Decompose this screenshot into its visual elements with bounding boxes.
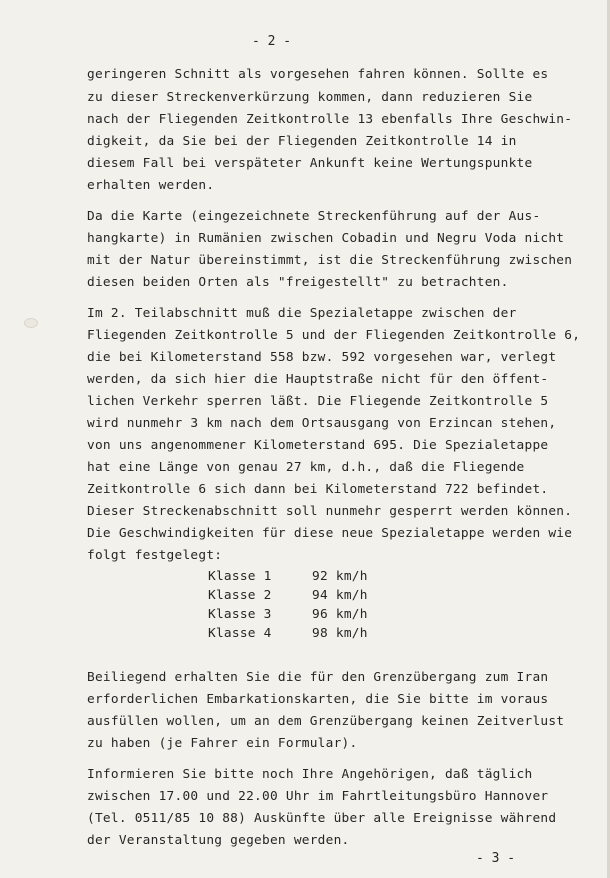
text-line: die bei Kilometerstand 558 bzw. 592 vorgesehen war, verlegt [87, 350, 557, 365]
text-line: von uns angenommener Kilometerstand 695. Die Spezialetappe [87, 438, 549, 453]
text-line: zu dieser Streckenverkürzung kommen, dann reduzieren Sie [87, 90, 533, 105]
text-line: Da die Karte (eingezeichnete Streckenführung auf der Aus- [87, 209, 541, 224]
speed-value: 92 km/h [312, 569, 368, 584]
class-label: Klasse 3 [208, 607, 272, 622]
text-line: (Tel. 0511/85 10 88) Auskünfte über alle Ereignisse während [87, 811, 557, 826]
punch-hole [24, 318, 38, 328]
text-line: folgt festgelegt: [87, 548, 223, 563]
text-line: ausfüllen wollen, um an dem Grenzübergang keinen Zeitverlust [87, 714, 565, 729]
text-line: diesen beiden Orten als "freigestellt" zu betrachten. [87, 275, 509, 290]
speed-value: 96 km/h [312, 607, 368, 622]
text-line: zu haben (je Fahrer ein Formular). [87, 736, 358, 751]
text-line: Zeitkontrolle 6 sich dann bei Kilometerstand 722 befindet. [87, 482, 549, 497]
text-line: der Veranstaltung gegeben werden. [87, 833, 350, 848]
page-number-top: - 2 - [252, 34, 292, 49]
speed-value: 94 km/h [312, 588, 368, 603]
class-label: Klasse 1 [208, 569, 272, 584]
text-line: erforderlichen Embarkationskarten, die Sie bitte im voraus [87, 692, 549, 707]
text-line: Beiliegend erhalten Sie die für den Grenzübergang zum Iran [87, 670, 549, 685]
class-label: Klasse 2 [208, 588, 272, 603]
text-line: mit der Natur übereinstimmt, ist die Streckenführung zwischen [87, 253, 573, 268]
text-line: nach der Fliegenden Zeitkontrolle 13 ebenfalls Ihre Geschwin- [87, 112, 573, 127]
text-line: Informieren Sie bitte noch Ihre Angehörigen, daß täglich [87, 767, 533, 782]
text-line: zwischen 17.00 und 22.00 Uhr im Fahrtleitungsbüro Hannover [87, 789, 549, 804]
text-line: Dieser Streckenabschnitt soll nunmehr gesperrt werden können. [87, 504, 573, 519]
class-label: Klasse 4 [208, 626, 272, 641]
text-line: digkeit, da Sie bei der Fliegenden Zeitkontrolle 14 in [87, 134, 517, 149]
text-line: diesem Fall bei verspäteter Ankunft keine Wertungspunkte [87, 156, 533, 171]
text-line: werden, da sich hier die Hauptstraße nicht für den öffent- [87, 372, 549, 387]
text-line: erhalten werden. [87, 178, 215, 193]
text-line: geringeren Schnitt als vorgesehen fahren können. Sollte es [87, 67, 549, 82]
text-line: Fliegenden Zeitkontrolle 5 und der Fliegenden Zeitkontrolle 6, [87, 328, 581, 343]
text-line: hangkarte) in Rumänien zwischen Cobadin und Negru Voda nicht [87, 231, 565, 246]
text-line: wird nunmehr 3 km nach dem Ortsausgang von Erzincan stehen, [87, 416, 557, 431]
text-line: Im 2. Teilabschnitt muß die Spezialetappe zwischen der [87, 306, 517, 321]
text-line: Die Geschwindigkeiten für diese neue Spezialetappe werden wie [87, 526, 573, 541]
text-line: lichen Verkehr sperren läßt. Die Fliegende Zeitkontrolle 5 [87, 394, 549, 409]
speed-value: 98 km/h [312, 626, 368, 641]
page-number-bottom: - 3 - [476, 851, 516, 866]
text-line: hat eine Länge von genau 27 km, d.h., daß die Fliegende [87, 460, 525, 475]
